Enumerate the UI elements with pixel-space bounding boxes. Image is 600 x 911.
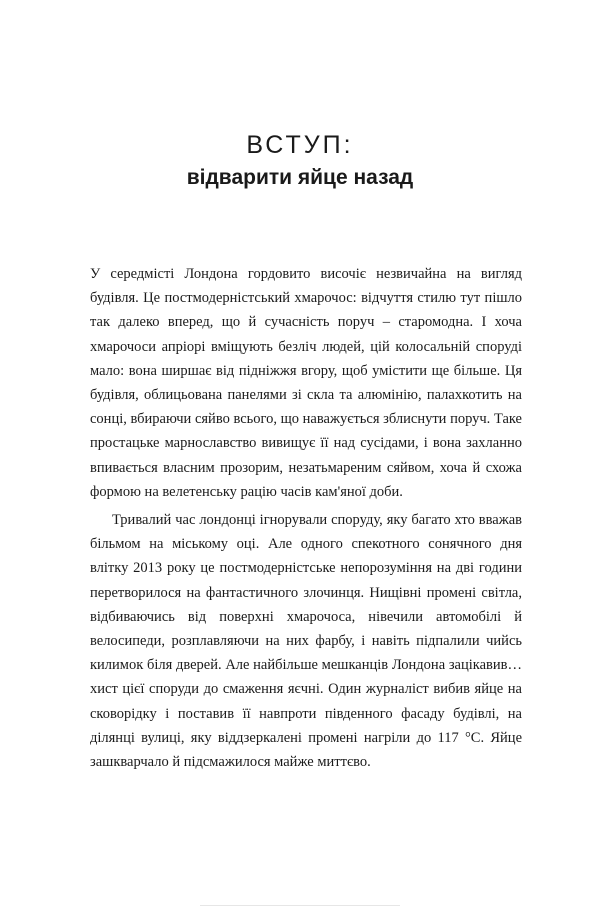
page-bottom-rule [200,905,400,906]
paragraph-2: Тривалий час лондонці ігнорували споруду, яку багато хто вважав більмом на міському оці. Але одного спекотного сонячного дня влітку 2013 року це постмодерністське непорозуміння на дві години перетворилося на фантастичного злочинця. Нищівні промені світла, відбиваючись від поверхні хмарочоса, нівечили автомобілі й велосипеди, розплавляючи на них фарбу, і навіть підпалили чийсь килимок біля дверей. Але найбільше мешканців Лондона зацікавив… хист цієї споруди до смаження яєчні. Один журналіст вибив яйце на сковорідку і поставив її навпроти південного фасаду будівлі, на ділянці вулиці, яку віддзеркалені промені нагріли до 117 °С. Яйце зашкварчало й підсмажилося майже миттєво. [90,512,522,771]
chapter-title: відварити яйце назад [186,166,414,189]
chapter-body [90,262,522,774]
chapter-label: ВСТУП: [246,131,354,159]
paragraph-1: У середмісті Лондона гордовито височіє незвичайна на вигляд будівля. Це постмодерністський хмарочос: відчуття стилю тут пішло так далеко вперед, що й сучасність поруч – старомодна. І хоча хмарочоси апріорі вміщують безліч людей, цій колосальній споруді мало: вона ширшає від підніжжя вгору, щоб умістити ще більше. Ця будівля, облицьована панелями зі скла та алюмінію, палахкотить на сонці, вбираючи сяйво всього, що наважується зблиснути поруч. Таке простацьке марнославство вивищує її над сусідами, і вона захланно впивається власним прозорим, незатьмареним сяйвом, хоча й схожа формою на велетенську рацію часів кам'яної доби. [90,266,522,500]
chapter-heading [0,130,600,192]
